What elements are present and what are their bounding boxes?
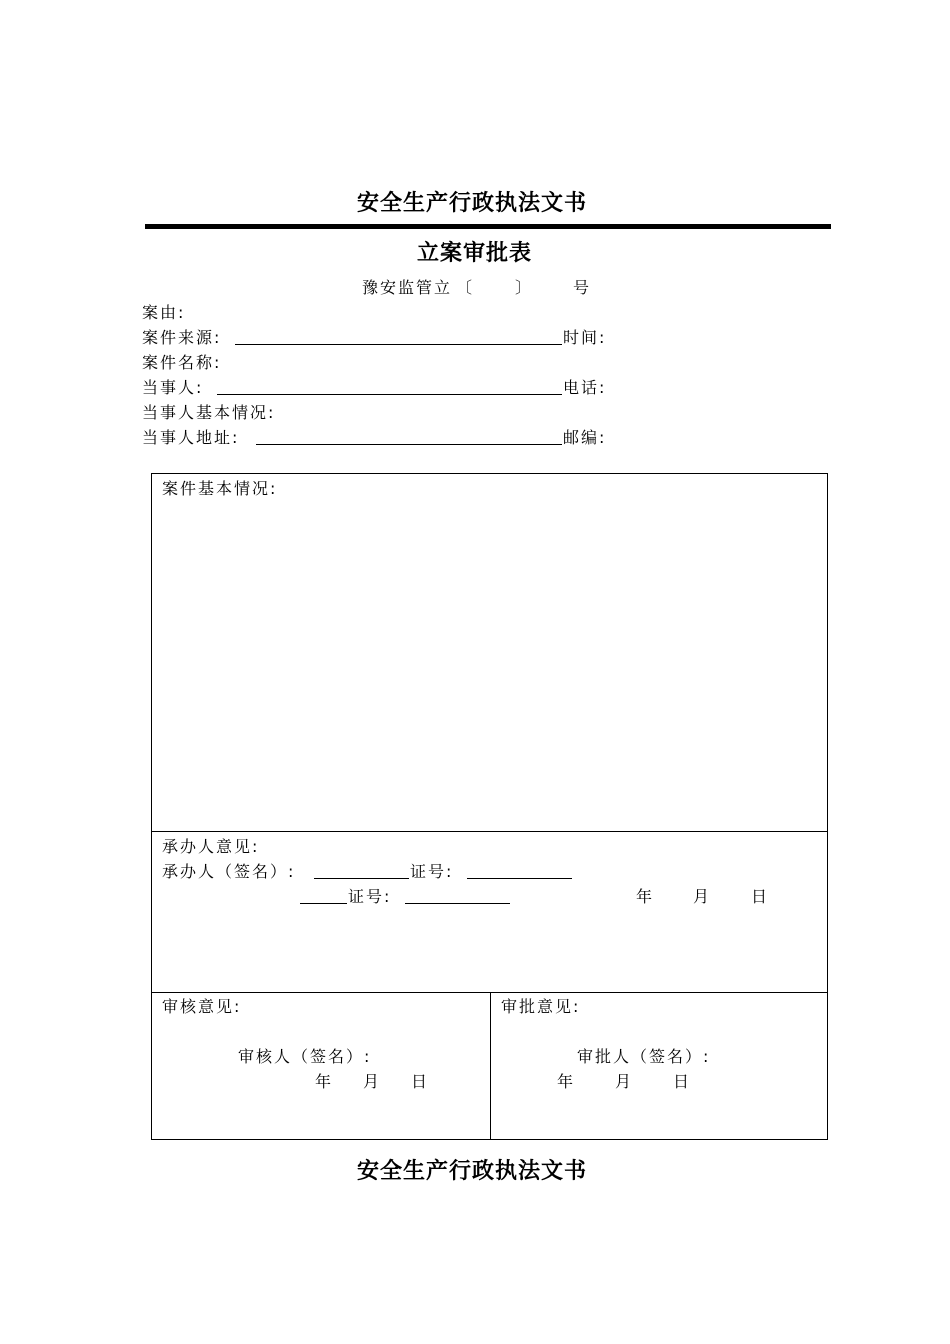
case-basic-label: 案件基本情况:: [162, 479, 278, 498]
handler-sign-label: 承办人（签名）:: [162, 862, 296, 881]
document-title: 安全生产行政执法文书: [357, 191, 588, 216]
footer-title: 安全生产行政执法文书: [357, 1159, 588, 1184]
case-source-label: 案件来源:: [142, 328, 222, 347]
title-divider: [145, 224, 831, 229]
handler-date-month: 月: [693, 887, 712, 906]
doc-number-bracket-open: 〔: [456, 278, 475, 297]
approve-date-month: 月: [615, 1072, 634, 1091]
case-basic-cell[interactable]: [151, 473, 828, 832]
review-date-month: 月: [363, 1072, 382, 1091]
doc-number-bracket-close: 〕: [515, 278, 534, 297]
time-label: 时间:: [563, 328, 607, 347]
handler-date-year: 年: [636, 887, 655, 906]
approver-sign-label: 审批人（签名）:: [577, 1047, 711, 1066]
cert-no-input-line[interactable]: [467, 878, 572, 879]
review-date-day: 日: [411, 1072, 430, 1091]
case-name-label: 案件名称:: [142, 353, 222, 372]
doc-number-prefix: 豫安监管立: [362, 278, 453, 297]
cert-no-label: 证号:: [410, 862, 454, 881]
approve-date-year: 年: [557, 1072, 576, 1091]
handler2-sign-input-line[interactable]: [300, 903, 347, 904]
form-title: 立案审批表: [417, 241, 533, 266]
handler-opinion-label: 承办人意见:: [162, 837, 260, 856]
party-basic-label: 当事人基本情况:: [142, 403, 276, 422]
reviewer-sign-label: 审核人（签名）:: [238, 1047, 372, 1066]
review-date-year: 年: [315, 1072, 334, 1091]
cert-no2-input-line[interactable]: [405, 903, 510, 904]
approve-opinion-label: 审批意见:: [501, 997, 581, 1016]
party-label: 当事人:: [142, 378, 204, 397]
case-cause-label: 案由:: [142, 303, 186, 322]
handler-sign-input-line[interactable]: [314, 878, 409, 879]
cert-no2-label: 证号:: [348, 887, 392, 906]
approve-date-day: 日: [673, 1072, 692, 1091]
review-opinion-label: 审核意见:: [162, 997, 242, 1016]
doc-number-suffix: 号: [573, 278, 592, 297]
postcode-label: 邮编:: [563, 428, 607, 447]
party-input-line[interactable]: [217, 394, 562, 395]
party-address-label: 当事人地址:: [142, 428, 240, 447]
handler-date-day: 日: [751, 887, 770, 906]
case-source-input-line[interactable]: [235, 344, 562, 345]
phone-label: 电话:: [563, 378, 607, 397]
party-address-input-line[interactable]: [256, 444, 562, 445]
